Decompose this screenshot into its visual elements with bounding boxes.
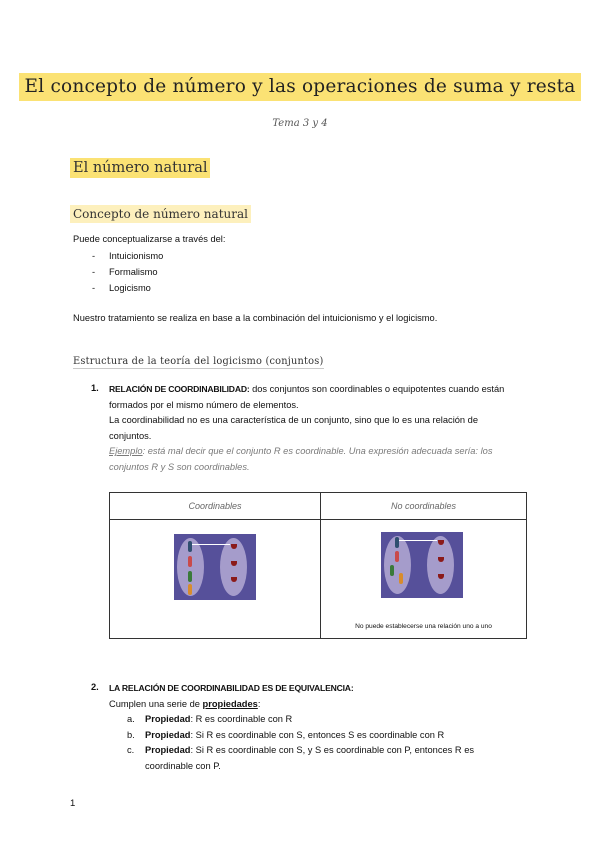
table-header: No coordinables — [321, 493, 527, 520]
list-item: - Formalismo — [92, 267, 158, 277]
item2-intro: Cumplen una serie de propiedades: — [109, 698, 261, 709]
item1-term: RELACIÓN DE COORDINABILIDAD: — [109, 384, 250, 394]
list-item: a. Propiedad: R es coordinable con R — [127, 714, 293, 724]
table-caption: No puede establecerse una relación uno a uno — [355, 623, 492, 630]
example-text: Ejemplo: está mal decir que el conjunto R es coordinable. Una expresión adecuada sería: los — [109, 446, 493, 456]
structure-heading: Estructura de la teoría del logicismo (conjuntos) — [73, 356, 324, 367]
item-number: 1. — [91, 383, 99, 393]
treatment-text: Nuestro tratamiento se realiza en base a la combinación del intuicionismo y el logicismo. — [73, 313, 438, 323]
item2-heading — [109, 681, 519, 712]
property-list — [109, 712, 509, 774]
item-number: 2. — [91, 682, 99, 692]
coordinability-table — [109, 492, 527, 639]
list-item: - Logicismo — [92, 283, 151, 293]
document-subtitle: Tema 3 y 4 — [272, 118, 328, 129]
non-coordinable-sets-illustration — [381, 532, 463, 598]
item2-term: LA RELACIÓN DE COORDINABILIDAD ES DE EQUIVALENCIA: — [109, 683, 354, 693]
list-item: c. Propiedad: Si R es coordinable con S, y S es coordinable con P, entonces R es — [127, 745, 475, 755]
concept-list — [92, 248, 163, 296]
table-header: Coordinables — [110, 493, 321, 520]
list-item: b. Propiedad: Si R es coordinable con S, entonces S es coordinable con R — [127, 729, 445, 740]
page-number: 1 — [70, 798, 76, 809]
list-item-continuation: coordinable con P. — [145, 760, 221, 771]
title-wrap — [0, 73, 600, 101]
intro-text: Puede conceptualizarse a través del: — [73, 234, 226, 244]
list-item: - Intuicionismo — [92, 251, 164, 261]
table-cell-no-coordinables — [321, 520, 527, 639]
document-title: El concepto de número y las operaciones de suma y resta — [19, 73, 582, 101]
item1-block: RELACIÓN DE COORDINABILIDAD: dos conjuntos son coordinables o equipotentes cuando están formados por el mismo número de elementos. La coordinabilidad no es una característica de un conjunto, sino que lo es una relación de conjuntos. Ejemplo: está mal decir que el conjunto R es coordinable. Una expresión adecuada sería: los conjuntos R y S son coordinables. — [109, 382, 519, 475]
table-cell-coordinables — [110, 520, 321, 639]
coordinable-sets-illustration — [174, 534, 256, 600]
subsection-heading: Concepto de número natural — [70, 205, 251, 223]
section-heading: El número natural — [70, 158, 210, 178]
